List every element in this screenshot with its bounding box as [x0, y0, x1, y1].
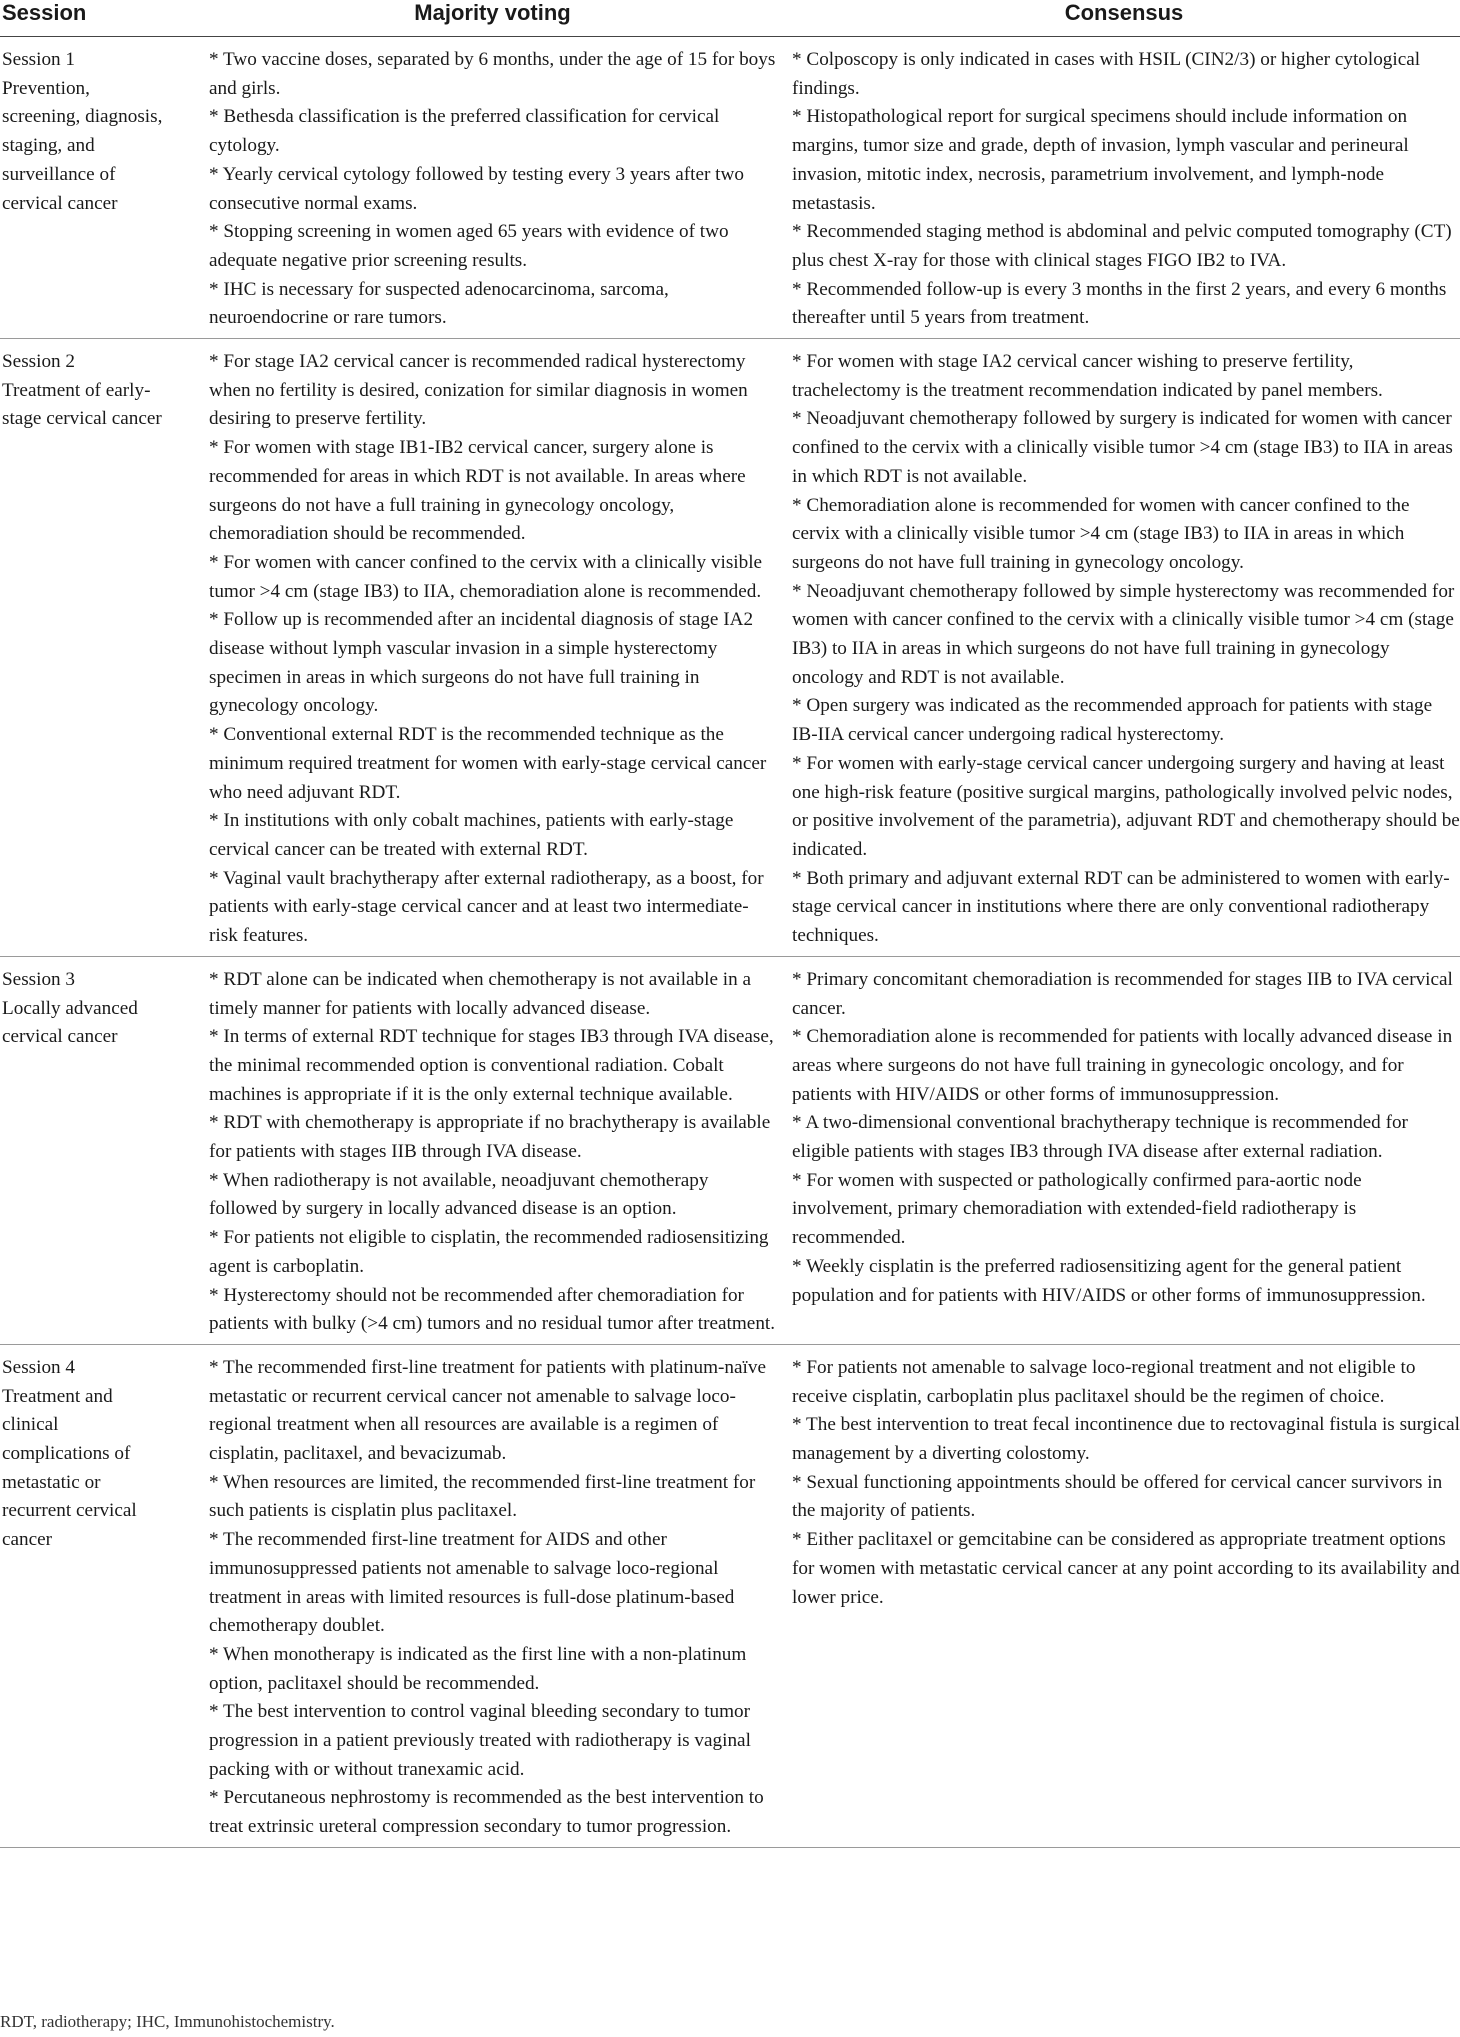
table-row	[0, 1344, 1460, 1847]
session-label-line: Session 4	[2, 1356, 76, 1378]
consensus-recommendation: * A two-dimensional conventional brachytherapy technique is recommended for eligible patients with stages IB3 through IVA disease after external radiation.	[792, 1112, 1408, 1163]
majority-voting-cell	[197, 37, 788, 339]
majority-recommendation: * In terms of external RDT technique for stages IB3 through IVA disease, the minimal recommended option is conventional radiation. Cobalt machines is appropriate if it is the only external technique available.	[209, 1026, 774, 1105]
consensus-recommendation: * Colposcopy is only indicated in cases with HSIL (CIN2/3) or higher cytological findings.	[792, 49, 1421, 99]
consensus-cell	[788, 1344, 1460, 1847]
majority-recommendation: * Vaginal vault brachytherapy after external radiotherapy, as a boost, for patients with early-stage cervical cancer and at least two intermediate-risk features.	[209, 867, 764, 947]
consensus-recommendation: * Primary concomitant chemoradiation is recommended for stages IIB to IVA cervical cancer.	[792, 968, 1453, 1019]
table-row	[0, 339, 1460, 957]
consensus-cell	[788, 956, 1460, 1344]
majority-recommendation: * Two vaccine doses, separated by 6 months, under the age of 15 for boys and girls.	[209, 49, 776, 99]
majority-recommendation: * For patients not eligible to cisplatin, the recommended radiosensitizing agent is carboplatin.	[209, 1227, 769, 1277]
session-label-line: Session 1	[2, 49, 76, 70]
session-cell	[0, 956, 197, 1344]
consensus-recommendation: * Weekly cisplatin is the preferred radiosensitizing agent for the general patient population and for patients with HIV/AIDS or other forms of immunosuppression.	[792, 1255, 1426, 1306]
consensus-recommendation: * Neoadjuvant chemotherapy followed by surgery is indicated for women with cancer confined to the cervix with a clinically visible tumor >4 cm (stage IB3) to IIA in areas in which RDT is not available.	[792, 408, 1453, 487]
session-label-line: cervical cancer	[2, 1026, 118, 1048]
session-cell	[0, 339, 197, 957]
majority-recommendation: * The recommended first-line treatment for AIDS and other immunosuppressed patients not amenable to salvage loco-regional treatment in areas with limited resources is full-dose platinum-based chemotherapy doublet.	[209, 1529, 735, 1637]
majority-recommendation: * Yearly cervical cytology followed by testing every 3 years after two consecutive normal exams.	[209, 163, 744, 214]
majority-recommendation: * Stopping screening in women aged 65 years with evidence of two adequate negative prior screening results.	[209, 221, 729, 271]
majority-recommendation: * For stage IA2 cervical cancer is recommended radical hysterectomy when no fertility is desired, conization for similar diagnosis in women desiring to preserve fertility.	[209, 351, 748, 430]
session-label-line: screening, diagnosis,	[2, 106, 163, 128]
majority-recommendation: * When resources are limited, the recommended first-line treatment for such patients is cisplatin plus paclitaxel.	[209, 1471, 756, 1522]
majority-recommendation: * In institutions with only cobalt machines, patients with early-stage cervical cancer can be treated with external RDT.	[209, 810, 734, 860]
majority-recommendation: * The best intervention to control vaginal bleeding secondary to tumor progression in a patient previously treated with radiotherapy is vaginal packing with or without tranexamic acid.	[209, 1701, 751, 1780]
session-cell	[0, 1344, 197, 1847]
table-body	[0, 37, 1460, 1848]
header-consensus: Consensus	[788, 0, 1460, 37]
majority-recommendation: * When radiotherapy is not available, neoadjuvant chemotherapy followed by surgery in locally advanced disease is an option.	[209, 1169, 709, 1220]
session-label-line: clinical	[2, 1414, 59, 1436]
session-label-line: stage cervical cancer	[2, 408, 162, 430]
majority-recommendation: * IHC is necessary for suspected adenocarcinoma, sarcoma, neuroendocrine or rare tumors.	[209, 278, 669, 329]
majority-voting-cell	[197, 339, 788, 957]
table-footnote: RDT, radiotherapy; IHC, Immunohistochemistry.	[0, 2012, 335, 2031]
session-label-line: staging, and	[2, 135, 95, 157]
consensus-recommendation: * Both primary and adjuvant external RDT can be administered to women with early-stage cervical cancer in institutions where there are only conventional radiotherapy techniques.	[792, 867, 1450, 947]
majority-recommendation: * Follow up is recommended after an incidental diagnosis of stage IA2 disease without lymph vascular invasion in a simple hysterectomy specimen in areas in which surgeons do not have full training in gynecology oncology.	[209, 609, 754, 717]
consensus-recommendation: * For women with stage IA2 cervical cancer wishing to preserve fertility, trachelectomy is the treatment recommendation indicated by panel members.	[792, 351, 1383, 401]
consensus-recommendation: * The best intervention to treat fecal incontinence due to rectovaginal fistula is surgical management by a diverting colostomy.	[792, 1414, 1460, 1465]
majority-recommendation: * For women with cancer confined to the cervix with a clinically visible tumor >4 cm (stage IB3) to IIA, chemoradiation alone is recommended.	[209, 551, 763, 602]
consensus-recommendation: * Chemoradiation alone is recommended for women with cancer confined to the cervix with a clinically visible tumor >4 cm (stage IB3) to IIA in areas in which surgeons do not have full training in gynecology oncology.	[792, 494, 1410, 573]
consensus-recommendation: * Sexual functioning appointments should be offered for cervical cancer survivors in the majority of patients.	[792, 1471, 1443, 1522]
consensus-recommendation: * Recommended follow-up is every 3 months in the first 2 years, and every 6 months thereafter until 5 years from treatment.	[792, 278, 1447, 329]
header-majority-voting: Majority voting	[197, 0, 788, 37]
table-row	[0, 956, 1460, 1344]
majority-recommendation: * Bethesda classification is the preferred classification for cervical cytology.	[209, 106, 720, 157]
table-row	[0, 37, 1460, 339]
majority-recommendation: * RDT with chemotherapy is appropriate if no brachytherapy is available for patients with stages IIB through IVA disease.	[209, 1112, 771, 1163]
session-label-line: recurrent cervical	[2, 1500, 137, 1522]
majority-recommendation: * Conventional external RDT is the recommended technique as the minimum required treatment for women with early-stage cervical cancer who need adjuvant RDT.	[209, 724, 767, 803]
consensus-recommendation: * For women with suspected or pathologically confirmed para-aortic node involvement, primary chemoradiation with extended-field radiotherapy is recommended.	[792, 1169, 1362, 1249]
majority-recommendation: * For women with stage IB1-IB2 cervical cancer, surgery alone is recommended for areas in which RDT is not available. In areas where surgeons do not have a full training in gynecology oncology, chemoradiation should be recommended.	[209, 437, 746, 545]
session-label-line: Prevention,	[2, 77, 90, 99]
session-label-line: metastatic or	[2, 1471, 101, 1493]
consensus-recommendation: * Histopathological report for surgical specimens should include information on margins, tumor size and grade, depth of invasion, lymph vascular and perineural invasion, mitotic index, necrosis, parametrium involvement, and lymph-node metastasis.	[792, 106, 1409, 214]
consensus-recommendation: * For women with early-stage cervical cancer undergoing surgery and having at least one high-risk feature (positive surgical margins, pathologically involved pelvic nodes, or positive involvement of the parametria), adjuvant RDT and chemotherapy should be indicated.	[792, 752, 1460, 860]
session-label-line: cervical cancer	[2, 192, 118, 214]
majority-recommendation: * Percutaneous nephrostomy is recommended as the best intervention to treat extrinsic ureteral compression secondary to tumor progression.	[209, 1787, 764, 1838]
consensus-cell	[788, 339, 1460, 957]
majority-voting-cell	[197, 956, 788, 1344]
session-label-line: Treatment and	[2, 1385, 113, 1407]
session-label-line: Treatment of early-	[2, 379, 151, 401]
session-cell	[0, 37, 197, 339]
consensus-recommendation: * Open surgery was indicated as the recommended approach for patients with stage IB-IIA cervical cancer undergoing radical hysterectomy.	[792, 695, 1433, 746]
session-label-line: Locally advanced	[2, 997, 138, 1019]
majority-recommendation: * When monotherapy is indicated as the first line with a non-platinum option, paclitaxel should be recommended.	[209, 1643, 747, 1694]
majority-voting-cell	[197, 1344, 788, 1847]
session-label-line: complications of	[2, 1443, 131, 1465]
consensus-recommendation: * Neoadjuvant chemotherapy followed by simple hysterectomy was recommended for women with cancer confined to the cervix with a clinically visible tumor >4 cm (stage IB3) to IIA in areas in which surgeons do not have full training in gynecology oncology and RDT is not available.	[792, 580, 1455, 688]
session-label-line: cancer	[2, 1529, 53, 1551]
majority-recommendation: * The recommended first-line treatment for patients with platinum-naïve metastatic or recurrent cervical cancer not amenable to salvage loco-regional treatment when all resources are available is a regimen of cisplatin, paclitaxel, and bevacizumab.	[209, 1356, 766, 1465]
consensus-recommendation: * Either paclitaxel or gemcitabine can be considered as appropriate treatment options for women with metastatic cervical cancer at any point according to its availability and lower price.	[792, 1529, 1460, 1608]
consensus-recommendation: * Chemoradiation alone is recommended for patients with locally advanced disease in areas where surgeons do not have full training in gynecologic oncology, and for patients with HIV/AIDS or other forms of immunosuppression.	[792, 1026, 1453, 1105]
majority-recommendation: * Hysterectomy should not be recommended after chemoradiation for patients with bulky (>4 cm) tumors and no residual tumor after treatment.	[209, 1284, 776, 1335]
majority-recommendation: * RDT alone can be indicated when chemotherapy is not available in a timely manner for patients with locally advanced disease.	[209, 968, 752, 1019]
consensus-cell	[788, 37, 1460, 339]
consensus-recommendation: * Recommended staging method is abdominal and pelvic computed tomography (CT) plus chest X-ray for those with clinical stages FIGO IB2 to IVA.	[792, 221, 1452, 271]
session-label-line: Session 2	[2, 351, 76, 373]
consensus-recommendation: * For patients not amenable to salvage loco-regional treatment and not eligible to receive cisplatin, carboplatin plus paclitaxel should be the regimen of choice.	[792, 1356, 1416, 1407]
session-label-line: Session 3	[2, 968, 76, 990]
table-header	[0, 0, 1460, 37]
session-label-line: surveillance of	[2, 163, 116, 185]
header-session: Session	[0, 0, 197, 37]
